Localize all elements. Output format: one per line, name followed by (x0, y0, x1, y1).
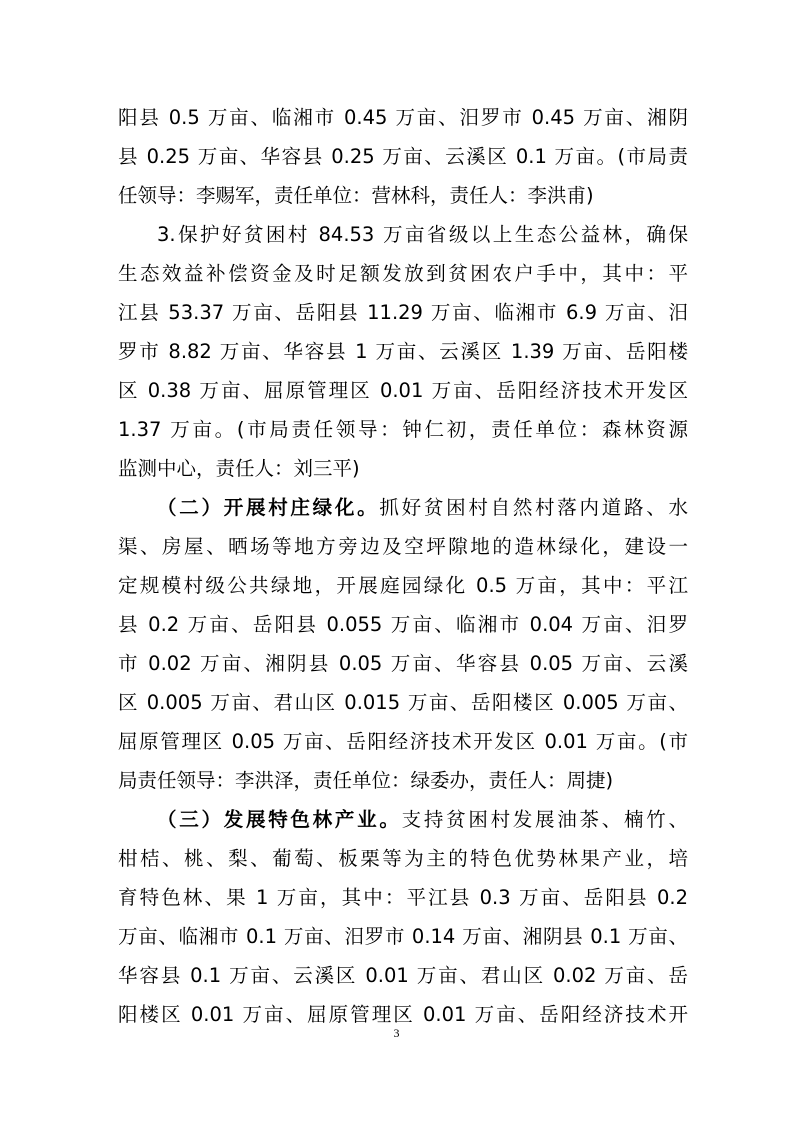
text-line: 育特色林、果 1 万亩，其中：平江县 0.3 万亩、岳阳县 0.2 (118, 886, 688, 909)
text-line (118, 488, 688, 527)
text-line: 县 0.2 万亩、岳阳县 0.055 万亩、临湘市 0.04 万亩、汨罗 (118, 613, 688, 636)
text-segment: 支持贫困村发展油茶、楠竹、 (401, 808, 688, 831)
text-line: 万亩、临湘市 0.1 万亩、汨罗市 0.14 万亩、湘阴县 0.1 万亩、 (118, 925, 688, 948)
text-line: 柑桔、桃、梨、葡萄、板栗等为主的特色优势林果产业，培 (118, 847, 688, 870)
text-line: 监测中心，责任人：刘三平) (118, 457, 360, 480)
text-line: 华容县 0.1 万亩、云溪区 0.01 万亩、君山区 0.02 万亩、岳 (118, 964, 688, 987)
text-line: 市 0.02 万亩、湘阴县 0.05 万亩、华容县 0.05 万亩、云溪 (118, 652, 688, 675)
text-line: 局责任领导：李洪泽，责任单位：绿委办，责任人：周捷) (118, 769, 614, 792)
text-line: 1.37 万亩。(市局责任领导：钟仁初，责任单位：森林资源 (118, 418, 688, 441)
text-line: 罗市 8.82 万亩、华容县 1 万亩、云溪区 1.39 万亩、岳阳楼 (118, 340, 688, 363)
text-line: 渠、房屋、晒场等地方旁边及空坪隙地的造林绿化，建设一 (118, 535, 688, 558)
text-line: 3.保护好贫困村 84.53 万亩省级以上生态公益林，确保 (157, 223, 688, 246)
text-line: 区 0.38 万亩、屈原管理区 0.01 万亩、岳阳经济技术开发区 (118, 379, 688, 402)
page-number: 3 (393, 1026, 400, 1040)
text-line: 阳县 0.5 万亩、临湘市 0.45 万亩、汨罗市 0.45 万亩、湘阴 (118, 106, 688, 129)
text-line: 县 0.25 万亩、华容县 0.25 万亩、云溪区 0.1 万亩。(市局责 (118, 145, 688, 168)
text-line: 生态效益补偿资金及时足额发放到贫困农户手中，其中：平 (118, 262, 688, 285)
text-line: 江县 53.37 万亩、岳阳县 11.29 万亩、临湘市 6.9 万亩、汨 (118, 301, 688, 324)
section-heading: （二）开展村庄绿化。 (157, 496, 380, 519)
body-text (118, 98, 688, 1034)
text-line: 定规模村级公共绿地，开展庭园绿化 0.5 万亩，其中：平江 (118, 574, 688, 597)
section-heading: （三）发展特色林产业。 (157, 808, 402, 831)
text-segment: 抓好贫困村自然村落内道路、水 (379, 496, 688, 519)
text-line: 任领导：李赐军，责任单位：营林科，责任人：李洪甫) (118, 184, 594, 207)
text-line: 屈原管理区 0.05 万亩、岳阳经济技术开发区 0.01 万亩。(市 (118, 730, 688, 753)
text-line: 阳楼区 0.01 万亩、屈原管理区 0.01 万亩、岳阳经济技术开 (118, 1003, 688, 1026)
text-line: 区 0.005 万亩、君山区 0.015 万亩、岳阳楼区 0.005 万亩、 (118, 691, 688, 714)
text-line (118, 800, 688, 839)
